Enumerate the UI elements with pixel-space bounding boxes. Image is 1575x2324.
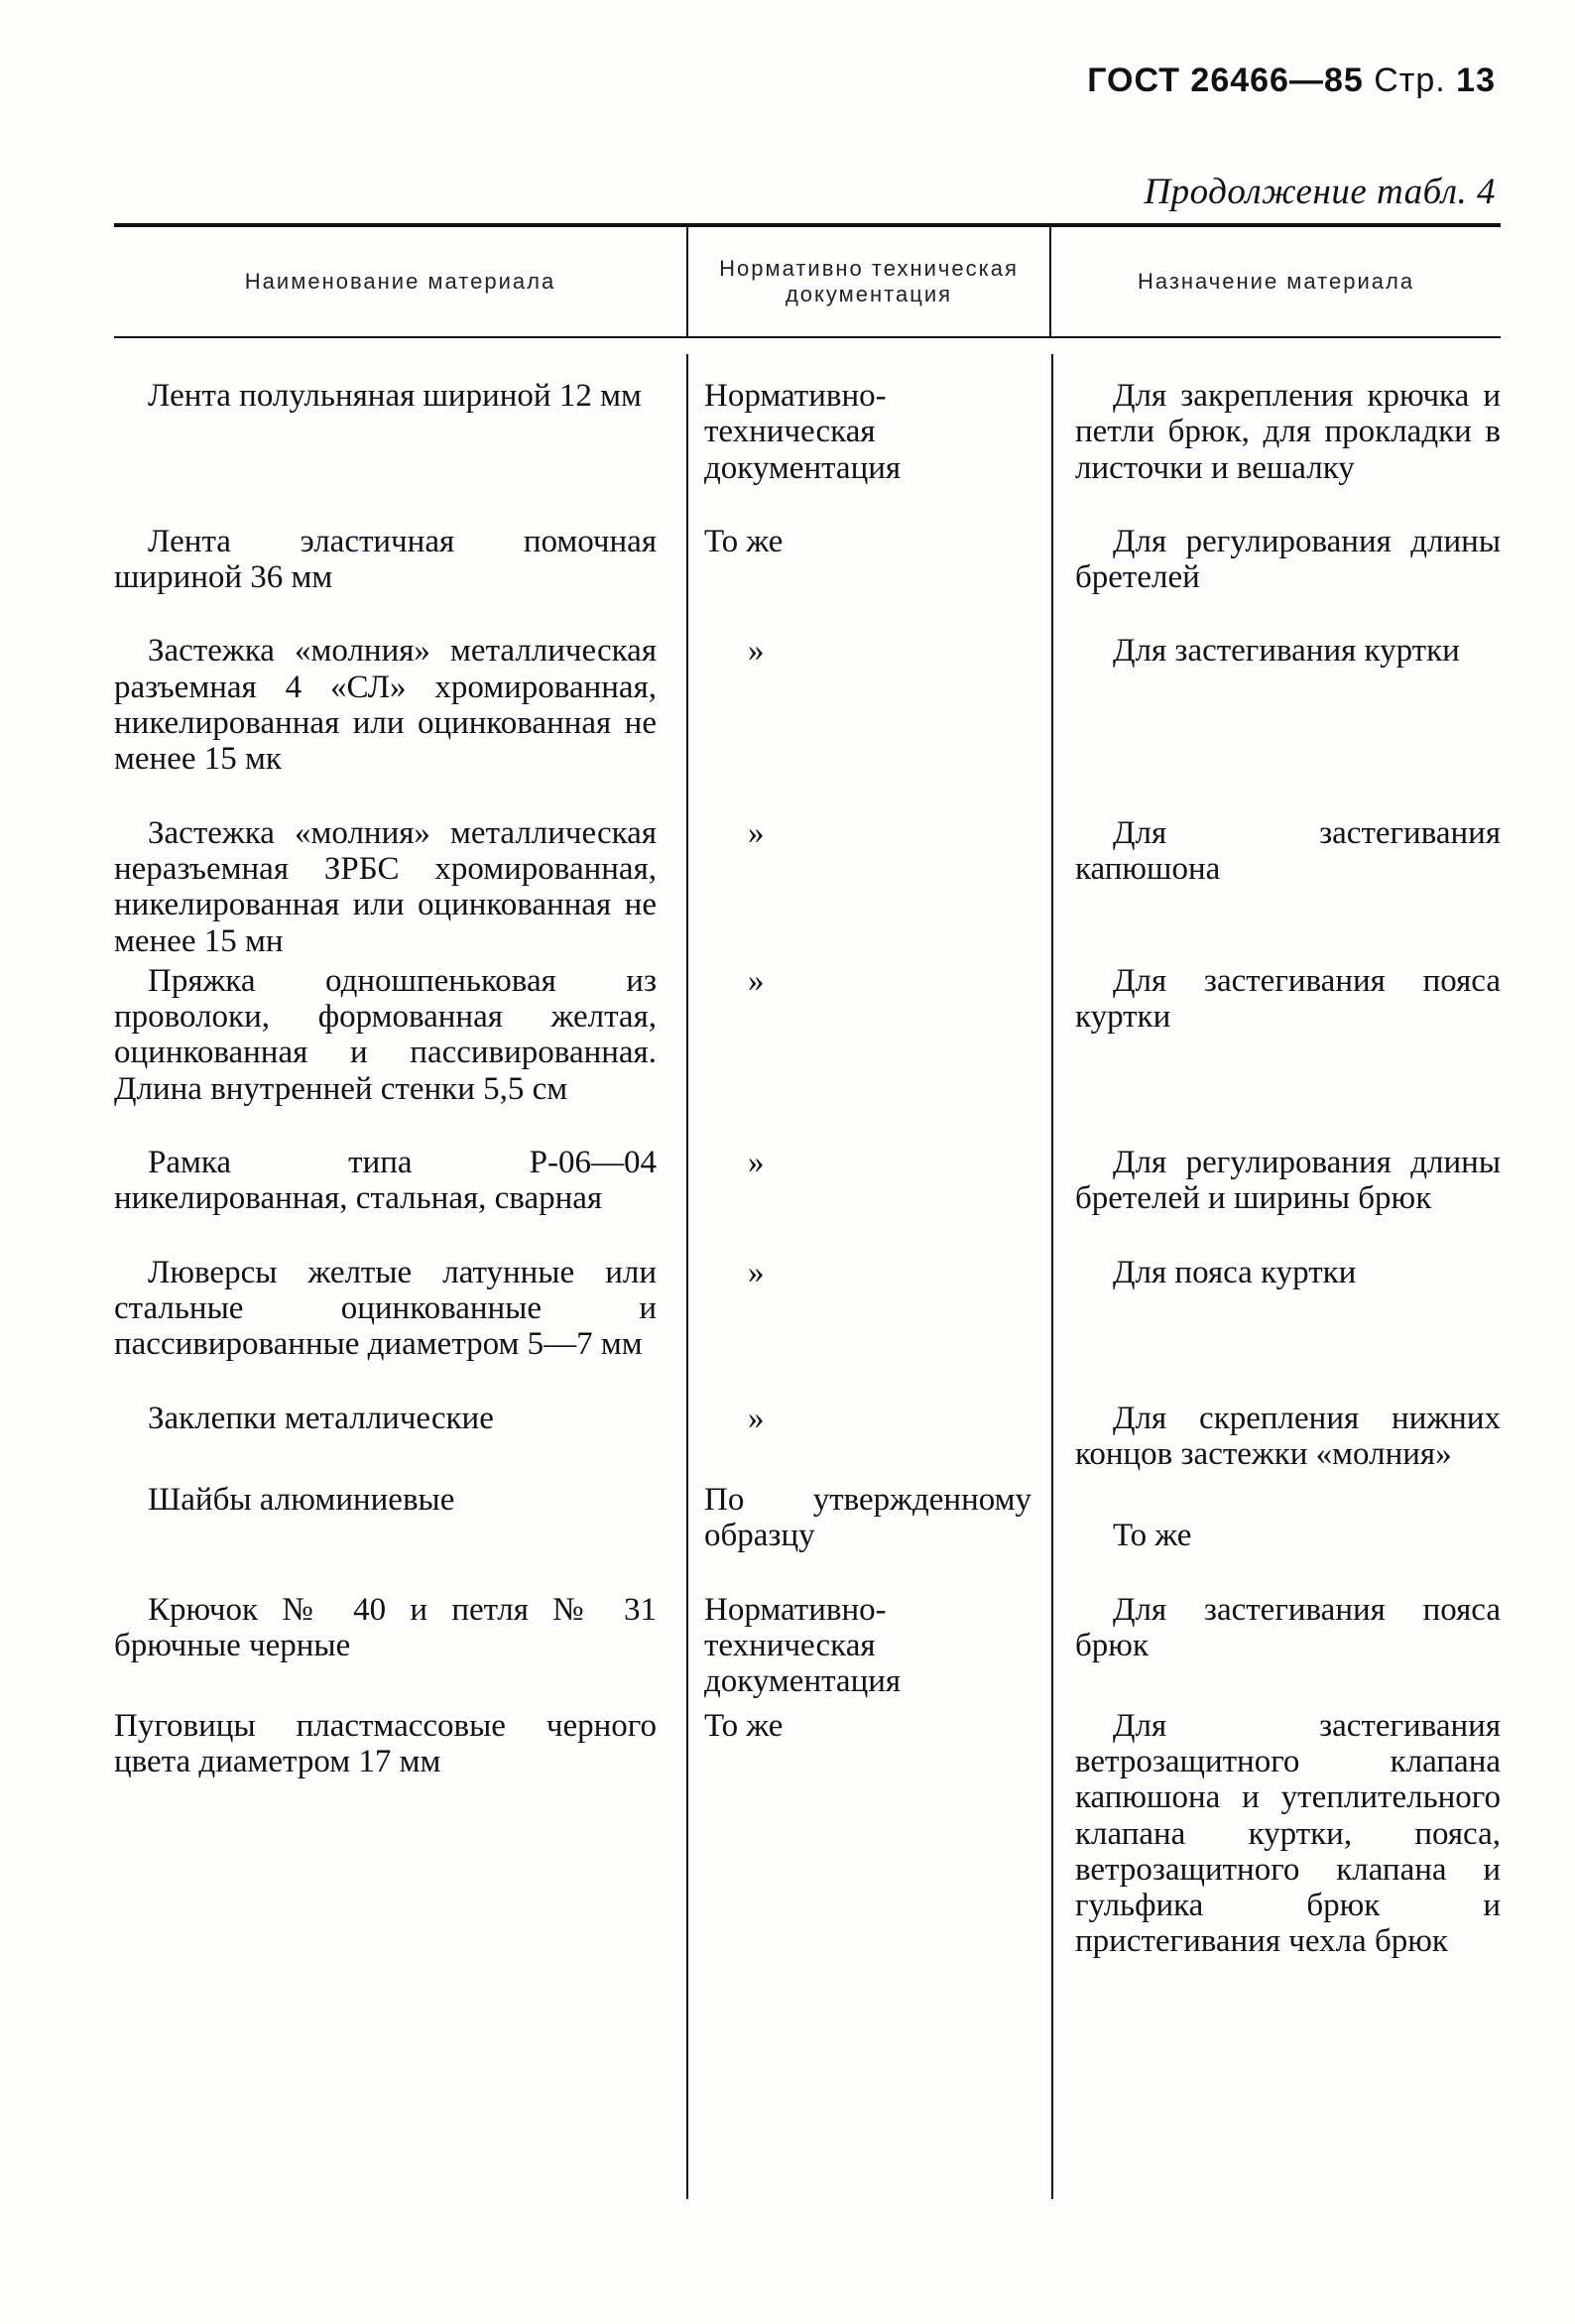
column-header-doc: Нормативно техническая документация (686, 227, 1051, 336)
table-cell-doc: » (748, 1145, 765, 1181)
table-cell-doc: » (748, 633, 765, 670)
table-cell-doc: Нормативно-техническая документация (704, 1591, 902, 1700)
table-cell-doc: То же (704, 1707, 784, 1744)
page-label: Стр. (1374, 61, 1446, 99)
column-header-name: Наименование материала (244, 268, 556, 294)
table-cell-purpose: Для застегивания пояса куртки (1075, 962, 1501, 1036)
table-cell-doc: » (748, 962, 765, 999)
table-cell-name: Рамка типа Р-06—04 никелированная, стальная, сварная (114, 1145, 657, 1217)
page-number: 13 (1456, 61, 1496, 99)
table-cell-doc: » (748, 814, 765, 851)
table-cell-doc: » (748, 1254, 765, 1290)
table-cell-name: Застежка «молния» металлическая неразъемная ЗРБС хромированная, никелированная или оцинкованная не менее 15 мн (114, 814, 657, 959)
table-cell-purpose: Для регулирования длины бретелей (1075, 523, 1501, 596)
table-cell-name: Пряжка одношпеньковая из проволоки, формованная желтая, оцинкованная и пассивированная. Длина внутренней стенки 5,5 см (114, 962, 657, 1107)
table-cell-doc: Нормативно-техническая документация (704, 378, 902, 486)
table-cell-name: Крючок № 40 и петля № 31 брючные черные (114, 1591, 657, 1664)
table-cell-purpose: Для застегивания куртки (1113, 633, 1460, 670)
materials-table (114, 223, 1501, 2263)
table-cell-purpose: Для застегивания ветрозащитного клапана капюшона и утеплительного клапана куртки, пояса, ветрозащитного клапана и гульфика брюк и пристегивания чехла брюк (1075, 1707, 1501, 1960)
table-cell-purpose: То же (1113, 1518, 1192, 1554)
table-cell-doc: То же (704, 523, 784, 559)
table-cell-purpose: Для скрепления нижних концов застежки «молния» (1075, 1400, 1501, 1472)
table-cell-purpose: Для закрепления крючка и петли брюк, для прокладки в листочки и вешалку (1075, 378, 1501, 486)
table-cell-purpose: Для пояса куртки (1113, 1254, 1357, 1290)
table-continuation-caption: Продолжение табл. 4 (1144, 172, 1496, 212)
table-cell-name: Заклепки металлические (148, 1400, 494, 1436)
table-cell-name: Люверсы желтые латунные или стальные оцинкованные и пассивированные диаметром 5—7 мм (114, 1254, 657, 1363)
table-header (114, 227, 1501, 336)
standard-number: ГОСТ 26466—85 (1087, 61, 1364, 99)
table-cell-purpose: Для застегивания капюшона (1075, 814, 1501, 887)
table-cell-doc: По утвержденному образцу (704, 1482, 1031, 1554)
table-cell-purpose: Для регулирования длины бретелей и ширины брюк (1075, 1145, 1501, 1217)
table-cell-name: Застежка «молния» металлическая разъемная 4 «СЛ» хромированная, никелированная или оцинкованная не менее 15 мк (114, 633, 657, 778)
table-body (114, 338, 1501, 2263)
table-cell-name: Лента полульняная шириной 12 мм (148, 378, 642, 414)
page-header (1087, 61, 1496, 100)
table-cell-doc: » (748, 1400, 765, 1436)
column-header-purpose: Назначение материала (1137, 268, 1415, 294)
table-cell-name: Пуговицы пластмассовые черного цвета диаметром 17 мм (114, 1707, 657, 1779)
table-cell-name: Лента эластичная помочная шириной 36 мм (114, 523, 657, 596)
table-cell-name: Шайбы алюминиевые (148, 1482, 455, 1519)
table-cell-purpose: Для застегивания пояса брюк (1075, 1591, 1501, 1664)
